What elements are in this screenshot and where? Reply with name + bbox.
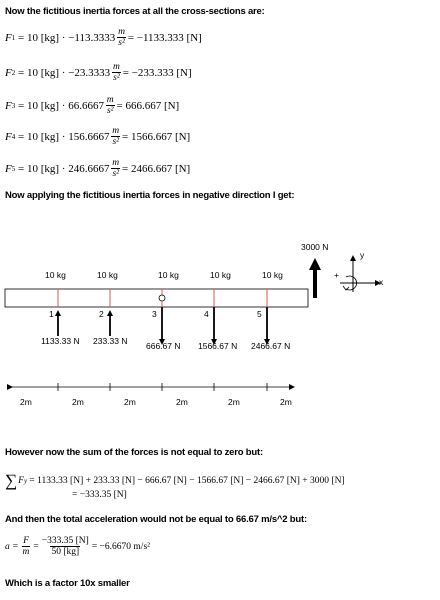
- section-number-3: 3: [152, 309, 157, 319]
- equation-f4: F 4 = 10 [kg] · 156.6667 $\frac{m}{\text{s²}}$ = 1566.667 [N]: [5, 126, 191, 147]
- force-label-3: 666.67 N: [146, 341, 181, 351]
- mass-label-5: 10 kg: [262, 270, 283, 280]
- sum-of-forces-result: = −333.35 [N]: [72, 490, 127, 500]
- spacing-label-6: 2m: [280, 397, 292, 407]
- coordinate-system: [340, 258, 378, 292]
- equation-f5: F 5 = 10 [kg] · 246.6667 $\frac{m}{\text{s²}}$ = 2466.667 [N]: [5, 158, 191, 179]
- equation-f2: F 2 = 10 [kg] · −23.3333 $\frac{m}{\text{s²}}$ = −233.333 [N]: [5, 62, 192, 83]
- spacing-label-3: 2m: [124, 397, 136, 407]
- section-number-5: 5: [257, 309, 262, 319]
- mass-label-3: 10 kg: [158, 270, 179, 280]
- force-label-5: 2466.67 N: [251, 341, 291, 351]
- force-label-2: 233.33 N: [93, 336, 128, 346]
- rotation-arrowhead-icon: [343, 286, 349, 290]
- heading-negative-direction: Now applying the fictitious inertia forces in negative direction I get:: [5, 190, 295, 201]
- sum-of-forces-equation: ∑ F y = 1133.33 [N] + 233.33 [N] − 666.67 [N] − 1566.67 [N] − 2466.67 [N] + 3000 [N]: [5, 471, 345, 490]
- section-number-4: 4: [204, 309, 209, 319]
- equation-f3: F 3 = 10 [kg] · 66.6667 $\frac{m}{\text{s²}}$ = 666.667 [N]: [5, 95, 180, 116]
- dimension-line: [10, 383, 292, 391]
- heading-total-acceleration: And then the total acceleration would not be equal to 66.67 m/s^2 but:: [5, 514, 307, 525]
- spacing-label-5: 2m: [228, 397, 240, 407]
- section-number-1: 1: [49, 309, 54, 319]
- spacing-label-1: 2m: [20, 397, 32, 407]
- mass-label-4: 10 kg: [210, 270, 231, 280]
- mass-label-1: 10 kg: [45, 270, 66, 280]
- center-of-mass-marker: [159, 295, 165, 301]
- heading-inertia-forces: Now the fictitious inertia forces at all the cross-sections are:: [5, 6, 265, 17]
- summation-symbol: ∑: [5, 471, 18, 490]
- section-number-2: 2: [99, 309, 104, 319]
- force-label-1: 1133.33 N: [41, 336, 80, 346]
- y-axis-label: y: [360, 250, 365, 260]
- force-label-4: 1566.67 N: [198, 341, 238, 351]
- mass-label-2: 10 kg: [97, 270, 118, 280]
- sign-label: +: [334, 270, 339, 280]
- spacing-label-2: 2m: [72, 397, 84, 407]
- x-axis-label: x: [379, 277, 384, 287]
- beam: [5, 289, 308, 307]
- equation-f1: F 1 = 10 [kg] · −113.3333 $\frac{m}{\text{s²}}$ = −1133.333 [N]: [5, 27, 202, 48]
- applied-force-label: 3000 N: [301, 242, 329, 252]
- spacing-label-4: 2m: [176, 397, 188, 407]
- heading-factor-smaller: Which is a factor 10x smaller: [5, 578, 130, 589]
- heading-sum-not-zero: However now the sum of the forces is not equal to zero but:: [5, 447, 263, 458]
- acceleration-equation: a = $\frac{F}{m}$ = $\frac{-333.35 [N]}{50 [kg]}$ = −6.6670 m/s²: [5, 536, 150, 557]
